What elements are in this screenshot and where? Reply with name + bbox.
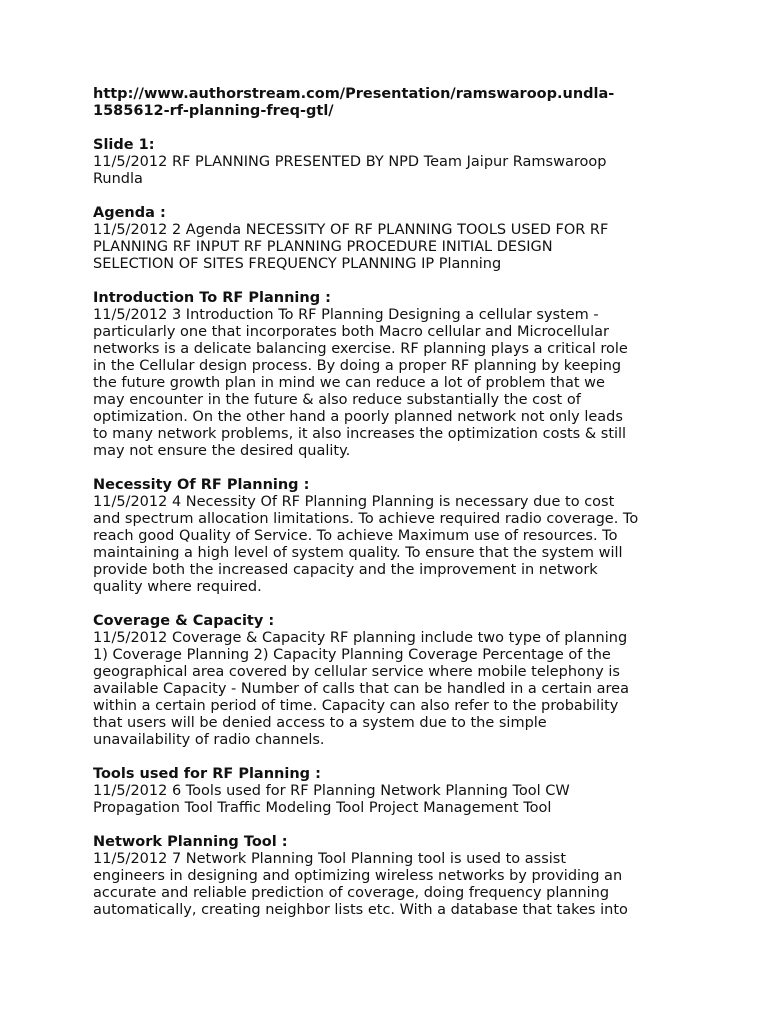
- body-line: Rundla: [93, 171, 143, 187]
- body-line: and spectrum allocation limitations. To achieve required radio coverage. To: [93, 511, 639, 527]
- section-body: [93, 222, 693, 273]
- body-line: 11/5/2012 2 Agenda NECESSITY OF RF PLANNING TOOLS USED FOR RF: [93, 222, 609, 238]
- section-introduction: [93, 290, 693, 460]
- body-line: accurate and reliable prediction of coverage, doing frequency planning: [93, 885, 610, 901]
- body-line: within a certain period of time. Capacity can also refer to the probability: [93, 698, 619, 714]
- body-line: reach good Quality of Service. To achieve Maximum use of resources. To: [93, 528, 618, 544]
- body-line: provide both the increased capacity and the improvement in network: [93, 562, 598, 578]
- body-line: unavailability of radio channels.: [93, 732, 325, 748]
- document-page: [93, 86, 693, 936]
- body-line: the future growth plan in mind we can reduce a lot of problem that we: [93, 375, 605, 391]
- body-line: Propagation Tool Traffic Modeling Tool Project Management Tool: [93, 800, 552, 816]
- section-body: [93, 307, 693, 460]
- section-heading: Coverage & Capacity :: [93, 613, 275, 629]
- body-line: PLANNING RF INPUT RF PLANNING PROCEDURE INITIAL DESIGN: [93, 239, 553, 255]
- section-agenda: [93, 205, 693, 273]
- section-heading: Introduction To RF Planning :: [93, 290, 331, 306]
- body-line: optimization. On the other hand a poorly planned network not only leads: [93, 409, 623, 425]
- body-line: that users will be denied access to a system due to the simple: [93, 715, 547, 731]
- section-heading: Network Planning Tool :: [93, 834, 288, 850]
- section-heading: Tools used for RF Planning :: [93, 766, 321, 782]
- body-line: 11/5/2012 4 Necessity Of RF Planning Planning is necessary due to cost: [93, 494, 615, 510]
- body-line: 1) Coverage Planning 2) Capacity Planning Coverage Percentage of the: [93, 647, 611, 663]
- body-line: maintaining a high level of system quality. To ensure that the system will: [93, 545, 623, 561]
- body-line: engineers in designing and optimizing wireless networks by providing an: [93, 868, 623, 884]
- body-line: particularly one that incorporates both Macro cellular and Microcellular: [93, 324, 609, 340]
- section-heading: Necessity Of RF Planning :: [93, 477, 310, 493]
- section-network-planning-tool: [93, 834, 693, 919]
- section-body: [93, 154, 693, 188]
- body-line: may not ensure the desired quality.: [93, 443, 351, 459]
- section-coverage-capacity: [93, 613, 693, 749]
- section-body: [93, 494, 693, 596]
- body-line: 11/5/2012 Coverage & Capacity RF planning include two type of planning: [93, 630, 628, 646]
- body-line: 11/5/2012 RF PLANNING PRESENTED BY NPD Team Jaipur Ramswaroop: [93, 154, 607, 170]
- source-url-line: 1585612-rf-planning-freq-gtl/: [93, 103, 334, 119]
- section-body: [93, 630, 693, 749]
- section-tools: [93, 766, 693, 817]
- body-line: geographical area covered by cellular service where mobile telephony is: [93, 664, 620, 680]
- section-heading: Agenda :: [93, 205, 166, 221]
- body-line: to many network problems, it also increases the optimization costs & still: [93, 426, 627, 442]
- body-line: in the Cellular design process. By doing a proper RF planning by keeping: [93, 358, 622, 374]
- section-slide-1: [93, 137, 693, 188]
- section-body: [93, 851, 693, 919]
- body-line: 11/5/2012 7 Network Planning Tool Planning tool is used to assist: [93, 851, 567, 867]
- body-line: 11/5/2012 6 Tools used for RF Planning Network Planning Tool CW: [93, 783, 570, 799]
- section-necessity: [93, 477, 693, 596]
- section-body: [93, 783, 693, 817]
- body-line: quality where required.: [93, 579, 262, 595]
- body-line: networks is a delicate balancing exercise. RF planning plays a critical role: [93, 341, 628, 357]
- body-line: SELECTION OF SITES FREQUENCY PLANNING IP Planning: [93, 256, 502, 272]
- body-line: may encounter in the future & also reduce substantially the cost of: [93, 392, 581, 408]
- source-url[interactable]: [93, 86, 693, 120]
- source-url-line: http://www.authorstream.com/Presentation/ramswaroop.undla-: [93, 86, 615, 102]
- section-heading: Slide 1:: [93, 137, 155, 153]
- body-line: automatically, creating neighbor lists etc. With a database that takes into: [93, 902, 628, 918]
- body-line: available Capacity - Number of calls that can be handled in a certain area: [93, 681, 629, 697]
- body-line: 11/5/2012 3 Introduction To RF Planning Designing a cellular system -: [93, 307, 599, 323]
